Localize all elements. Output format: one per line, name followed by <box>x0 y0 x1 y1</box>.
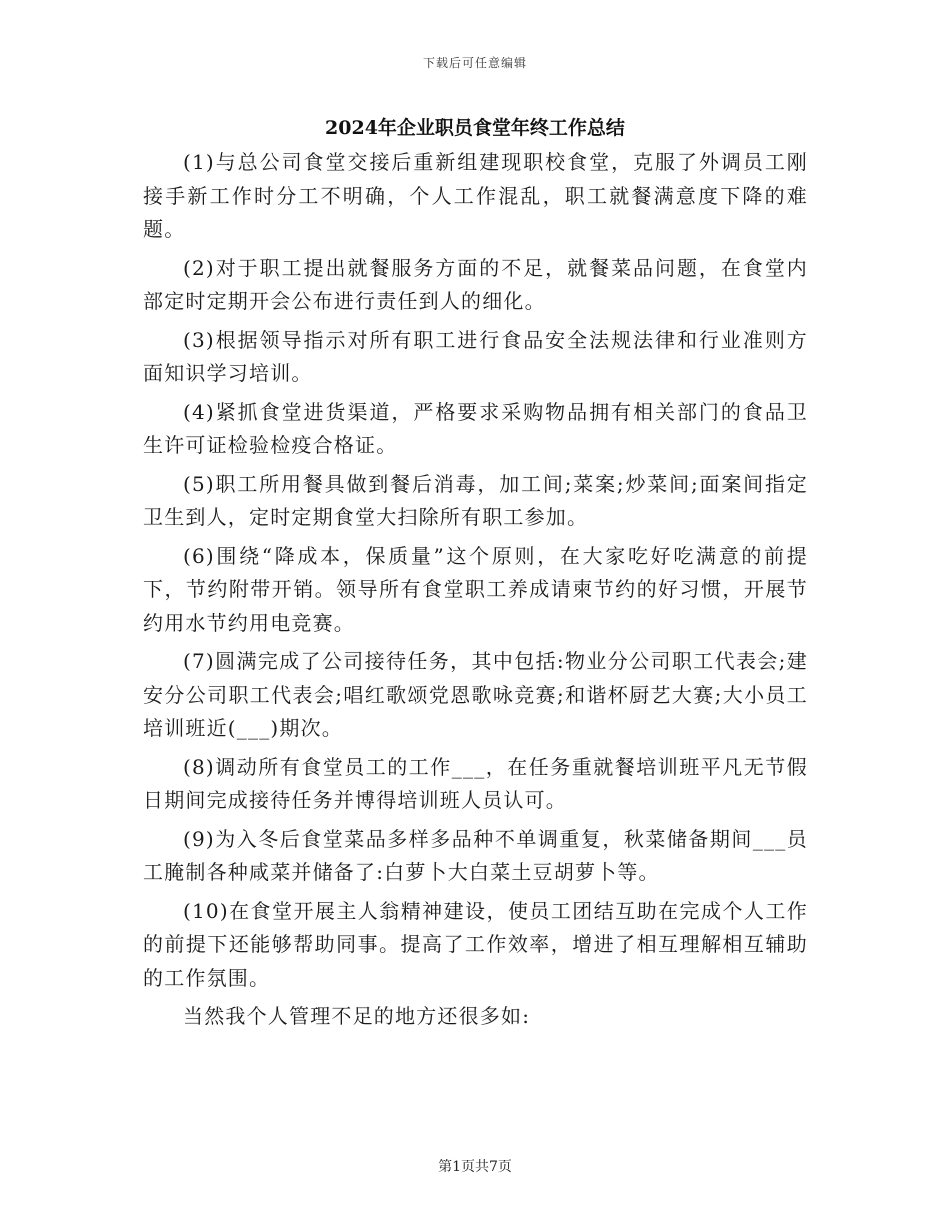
paragraph-3: (3)根据领导指示对所有职工进行食品安全法规法律和行业准则方面知识学习培训。 <box>143 327 808 385</box>
paragraph-7: (7)圆满完成了公司接待任务，其中包括:物业分公司职工代表会;建安分公司职工代表会;唱红歌颂党恩歌咏竞赛;和谐杯厨艺大赛;大小员工培训班近(___)期次。 <box>143 649 808 740</box>
header-note: 下载后可任意编辑 <box>422 56 527 70</box>
paragraph-4: (4)紧抓食堂进货渠道，严格要求采购物品拥有相关部门的食品卫生许可证检验检疫合格证。 <box>143 399 808 457</box>
page-number-footer: 第1页共7页 <box>438 1159 512 1175</box>
document-title: 2024年企业职员食堂年终工作总结 <box>325 117 625 139</box>
paragraph-1: (1)与总公司食堂交接后重新组建现职校食堂，克服了外调员工刚接手新工作时分工不明确，个人工作混乱，职工就餐满意度下降的难题。 <box>143 150 808 241</box>
paragraph-9: (9)为入冬后食堂菜品多样多品种不单调重复，秋菜储备期间___员工腌制各种咸菜并储备了:白萝卜大白菜土豆胡萝卜等。 <box>143 826 808 884</box>
paragraph-8: (8)调动所有食堂员工的工作___，在任务重就餐培训班平凡无节假日期间完成接待任务并博得培训班人员认可。 <box>143 754 808 812</box>
paragraph-5: (5)职工所用餐具做到餐后消毒，加工间;菜案;炒菜间;面案间指定卫生到人，定时定期食堂大扫除所有职工参加。 <box>143 471 808 529</box>
paragraph-2: (2)对于职工提出就餐服务方面的不足，就餐菜品问题，在食堂内部定时定期开会公布进行责任到人的细化。 <box>143 255 808 313</box>
document-body <box>143 146 808 1039</box>
paragraph-10: (10)在食堂开展主人翁精神建设，使员工团结互助在完成个人工作的前提下还能够帮助同事。提高了工作效率，增进了相互理解相互辅助的工作氛围。 <box>143 898 808 990</box>
paragraph-6: (6)围绕“降成本，保质量”这个原则，在大家吃好吃满意的前提下，节约附带开销。领导所有食堂职工养成请柬节约的好习惯，开展节约用水节约用电竞赛。 <box>143 543 808 635</box>
paragraph-11: 当然我个人管理不足的地方还很多如: <box>183 1004 531 1028</box>
